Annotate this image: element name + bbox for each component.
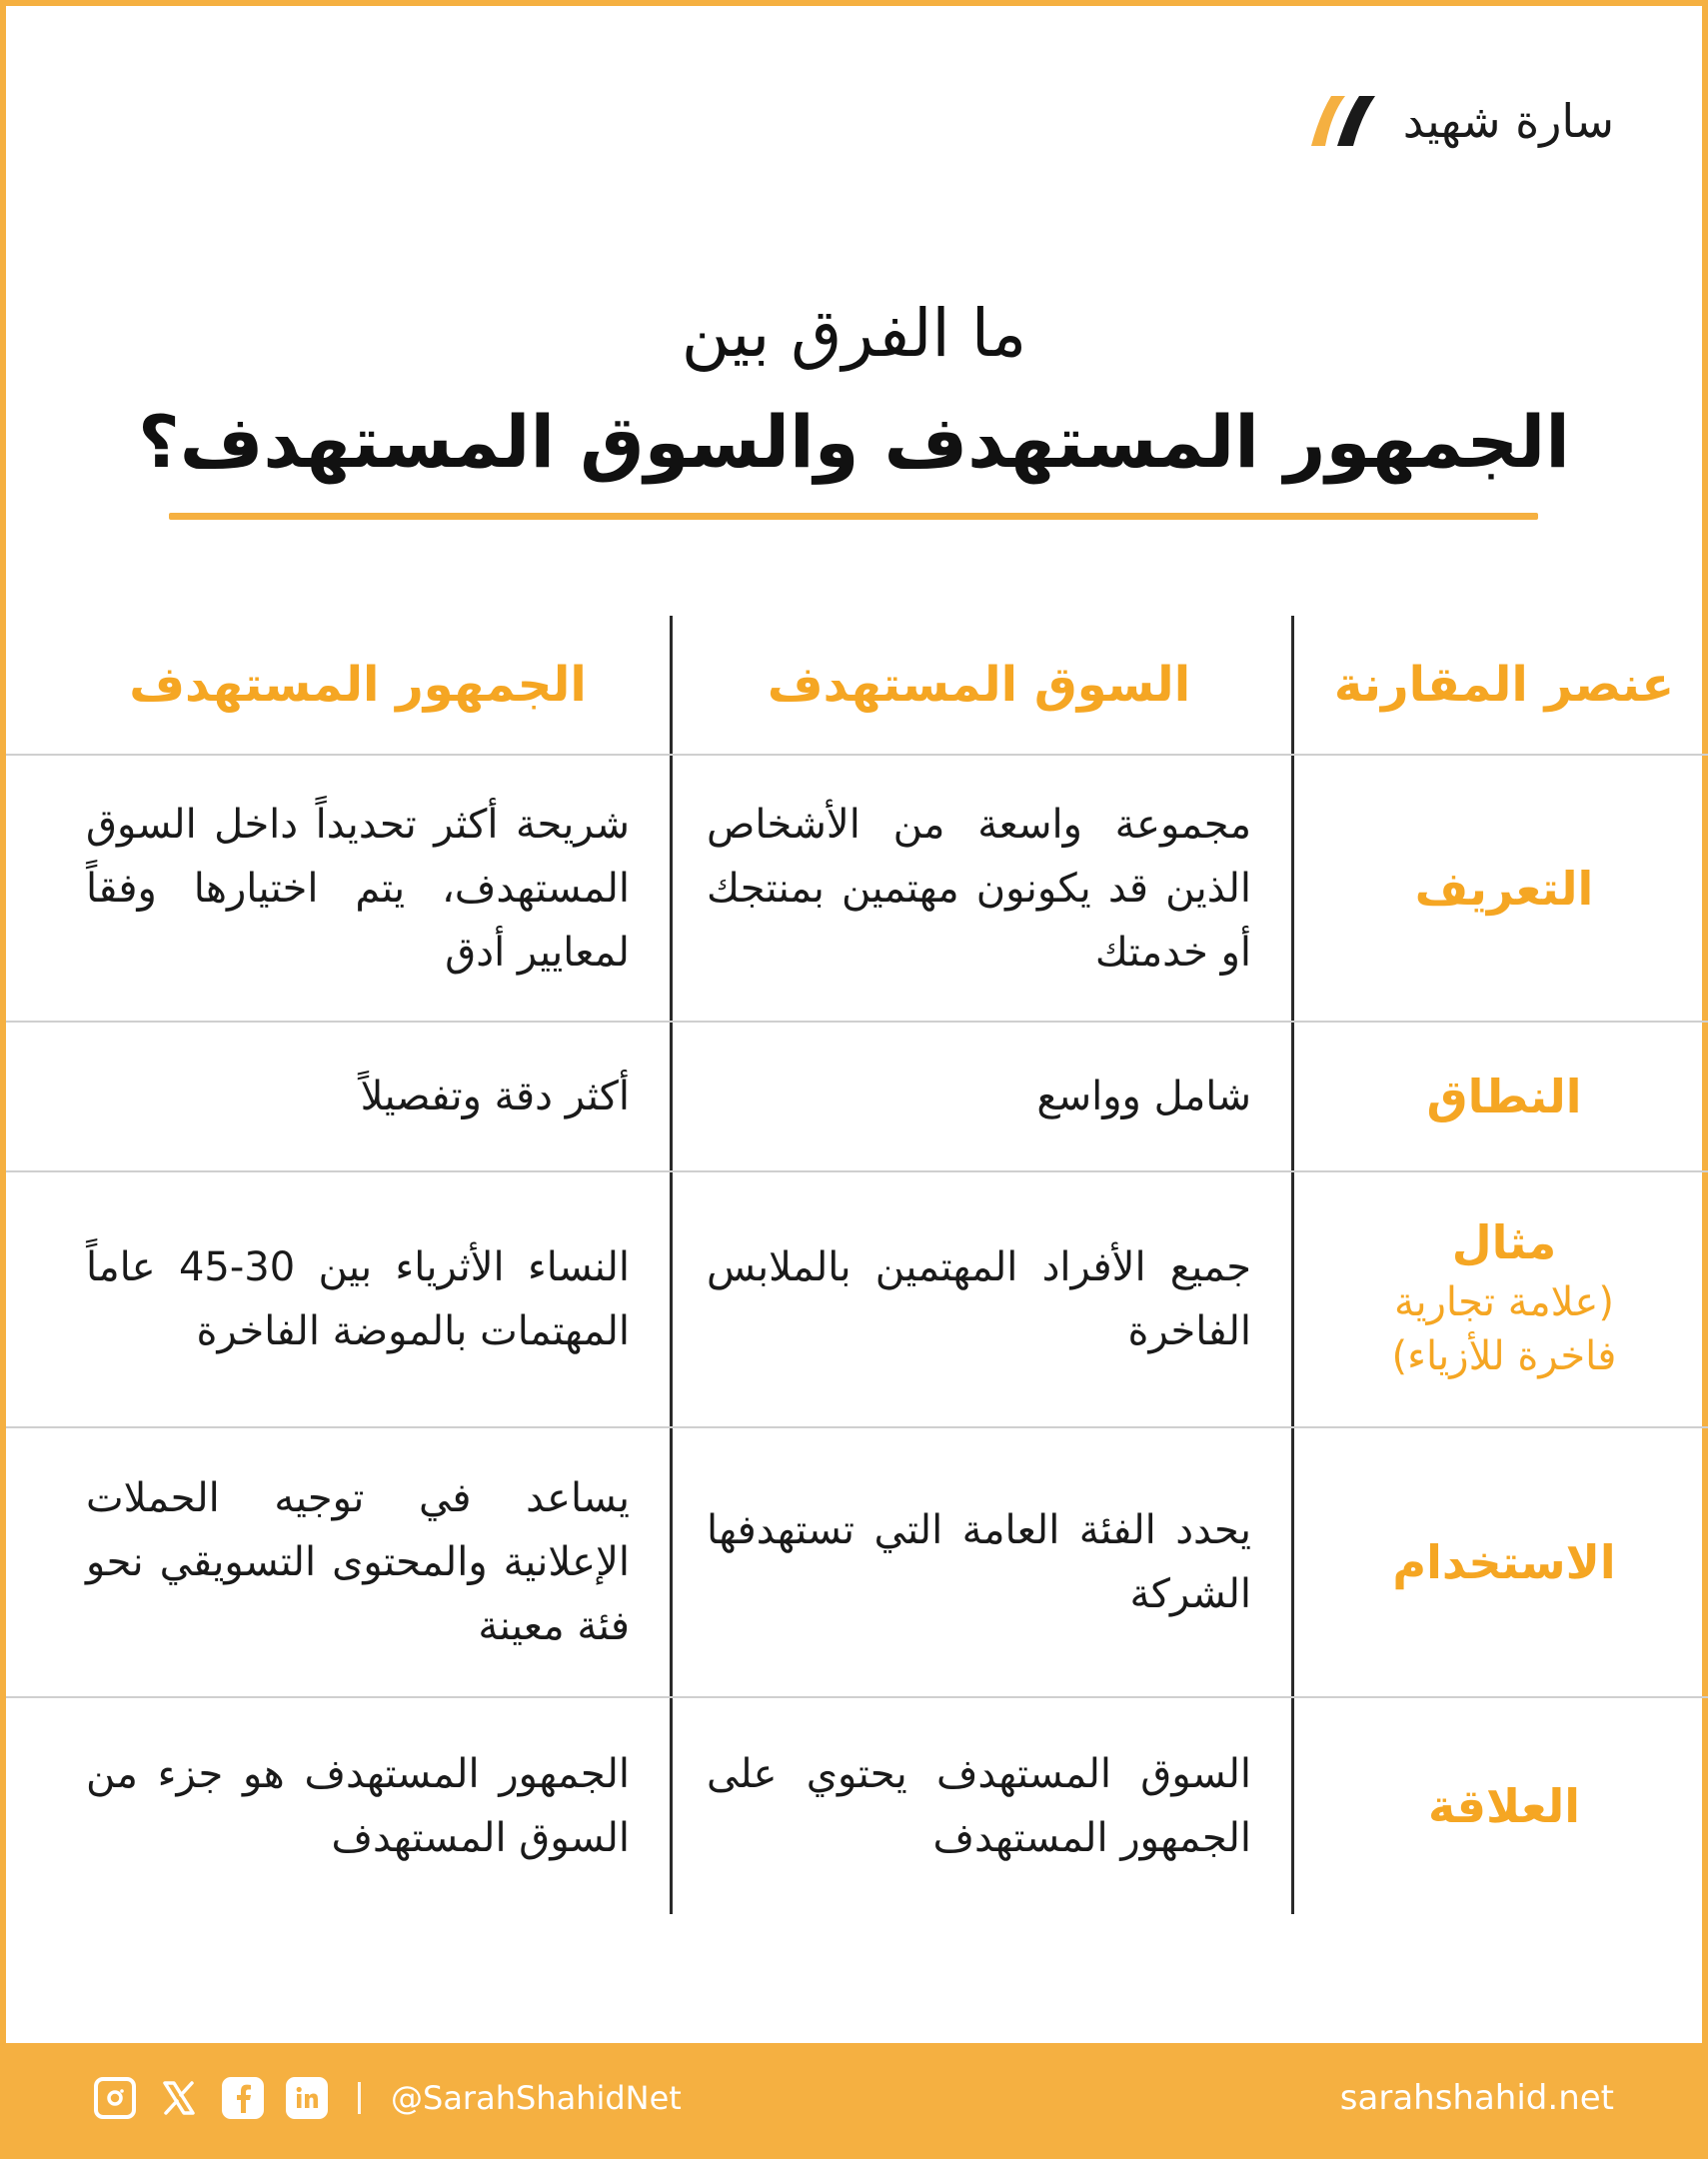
row-label xyxy=(1294,1698,1708,1914)
market-text: مجموعة واسعة من الأشخاص الذين قد يكونون مهتمين بمنتجك أو خدمتك xyxy=(707,801,1251,976)
social-links xyxy=(94,2077,682,2119)
instagram-icon[interactable] xyxy=(94,2077,136,2119)
row-label-subtext: (علامة تجارية فاخرة للأزياء) xyxy=(1391,1279,1617,1379)
audience-text: أكثر دقة وتفصيلاً xyxy=(360,1074,630,1119)
x-icon[interactable] xyxy=(158,2077,200,2119)
market-text: جميع الأفراد المهتمين بالملابس الفاخرة xyxy=(707,1244,1251,1354)
audience-text: الجمهور المستهدف هو جزء من السوق المستهدف xyxy=(86,1751,630,1861)
audience-text: النساء الأثرياء بين 30-45 عاماً المهتمات بالموضة الفاخرة xyxy=(86,1244,630,1354)
table-header-row xyxy=(6,616,1708,756)
footer-bar xyxy=(6,2043,1702,2153)
brand xyxy=(1301,92,1614,150)
audience-cell xyxy=(6,756,670,1021)
table-row xyxy=(6,1428,1708,1698)
audience-text: يساعد في توجيه الحملات الإعلانية والمحتوى التسويقي نحو فئة معينة xyxy=(86,1475,630,1649)
header-target-market: السوق المستهدف xyxy=(670,616,1294,754)
brand-name: سارة شهيد xyxy=(1402,94,1614,148)
row-label-text: العلاقة xyxy=(1428,1779,1580,1833)
facebook-icon[interactable] xyxy=(222,2077,264,2119)
row-label-text: مثال xyxy=(1451,1215,1557,1269)
row-label xyxy=(1294,1172,1708,1426)
market-cell xyxy=(670,1698,1294,1914)
audience-cell xyxy=(6,1698,670,1914)
market-cell xyxy=(670,756,1294,1021)
row-label-text: الاستخدام xyxy=(1392,1535,1616,1589)
market-text: يحدد الفئة العامة التي تستهدفها الشركة xyxy=(707,1507,1251,1617)
market-cell xyxy=(670,1023,1294,1170)
audience-cell xyxy=(6,1172,670,1426)
title-line-2: الجمهور المستهدف والسوق المستهدف؟ xyxy=(137,400,1570,484)
title-underline xyxy=(169,513,1538,520)
market-text: شامل وواسع xyxy=(1036,1074,1251,1119)
table-row xyxy=(6,1023,1708,1172)
website-link[interactable]: sarahshahid.net xyxy=(1339,2078,1614,2118)
market-text: السوق المستهدف يحتوي على الجمهور المستهدف xyxy=(707,1751,1251,1861)
audience-cell xyxy=(6,1023,670,1170)
double-slash-logo-icon xyxy=(1301,92,1381,150)
linkedin-icon[interactable] xyxy=(286,2077,328,2119)
header-target-audience: الجمهور المستهدف xyxy=(129,657,587,713)
table-row xyxy=(6,1698,1708,1914)
row-label xyxy=(1294,756,1708,1021)
market-cell xyxy=(670,1428,1294,1696)
social-handle[interactable]: @SarahShahidNet xyxy=(391,2079,682,2117)
table-row xyxy=(6,1172,1708,1428)
comparison-table xyxy=(6,616,1708,1914)
table-row xyxy=(6,756,1708,1023)
row-label-text: النطاق xyxy=(1426,1070,1582,1123)
row-label xyxy=(1294,1428,1708,1696)
audience-cell xyxy=(6,1428,670,1696)
footer-separator xyxy=(358,2082,361,2114)
row-label xyxy=(1294,1023,1708,1170)
header-comparison-element: عنصر المقارنة xyxy=(1333,657,1675,713)
row-label-text: التعريف xyxy=(1414,861,1594,916)
market-cell xyxy=(670,1172,1294,1426)
audience-text: شريحة أكثر تحديداً داخل السوق المستهدف، يتم اختيارها وفقاً لمعايير أدق xyxy=(86,801,630,976)
title-line-1: ما الفرق بين xyxy=(681,295,1027,372)
title-block xyxy=(6,286,1702,502)
